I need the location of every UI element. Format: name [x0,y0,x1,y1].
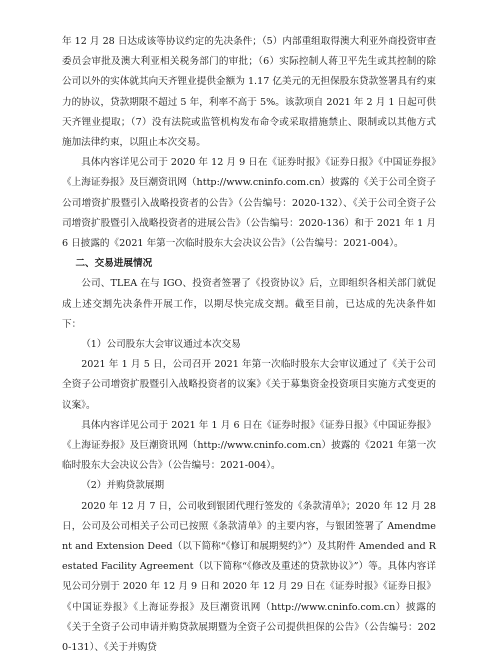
paragraph-conditions-continued: 年 12 月 28 日达成该等协议约定的先决条件；（5）内部重组取得澳大利亚外商投资审查委员会审批及澳大利亚相关税务部门的审批；（6）实际控制人蒋卫平先生或其控制的除公司以外的实体就其向天齐锂业提供金额为 1.17 亿美元的无担保股东贷款签署具有约束力的协议，贷款期限不超过 5 年，利率不高于 5%。该款项自 2021 年 2 月 1 日起可供天齐锂业提取；（7）没有法院或监管机构发布命令或采取措施禁止、限制或以其他方式施加法律约束，以阻止本次交易。 [62,36,436,149]
paragraph-disclosure-reference: 具体内容详见公司于 2020 年 12 月 9 日在《证券时报》《证券日报》《中国证券报》《上海证券报》及巨潮资讯网（http://www.cninfo.com.cn）披露的《关于公司全资子公司增资扩股暨引入战略投资者的公告》（公告编号：2020-132）、《关于公司全资子公司增资扩股暨引入战略投资者的进展公告》（公告编号：2020-136）和于 2021 年 1 月 6 日披露的《2021 年第一次临时股东大会决议公告》（公告编号：2021-004）。 [62,157,436,250]
section-heading-transaction-progress: 二、交易进展情况 [75,258,153,270]
paragraph-item-1-title: （1）公司股东大会审议通过本次交易 [81,339,241,351]
paragraph-progress-intro: 公司、TLEA 在与 IGO、投资者签署了《投资协议》后，立即组织各相关部门就促成上述交割先决条件开展工作，以期尽快完成交割。截至目前，已达成的先决条件如下： [62,278,436,330]
paragraph-shareholder-meeting: 2021 年 1 月 5 日，公司召开 2021 年第一次临时股东大会审议通过了《关于公司全资子公司增资扩股暨引入战略投资者的议案》《关于募集资金投资项目实施方式变更的议案》。 [62,359,436,411]
paragraph-meeting-disclosure: 具体内容详见公司于 2021 年 1 月 6 日在《证券时报》《证券日报》《中国证券报》《上海证券报》及巨潮资讯网（http://www.cninfo.com.cn）披露的《2021 年第一次临时股东大会决议公告》（公告编号：2021-004）。 [62,419,436,472]
paragraph-item-2-title: （2）并购贷款展期 [81,480,165,492]
paragraph-loan-extension: 2020 年 12 月 7 日，公司收到银团代理行签发的《条款清单》；2020 年 12 月 28 日，公司及公司相关子公司已按照《条款清单》的主要内容，与银团签署了 Amendment and Extension Deed（以下简称“《修订和展期契约》”）及其附件 Amended and Restated Facility Agreement（以下简称“《修改及重述的贷款协议》”）等。具体内容详见公司分别于 2020 年 12 月 9 日和 2020 年 12 月 29 日在《证券时报》《证券日报》《中国证券报》《上海证券报》及巨潮资讯网（http://www.cninfo.com.cn）披露的《关于全资子公司申请并购贷款展期暨为全资子公司提供担保的公告》（公告编号：2020-131）、《关于并购贷 [62,500,436,654]
